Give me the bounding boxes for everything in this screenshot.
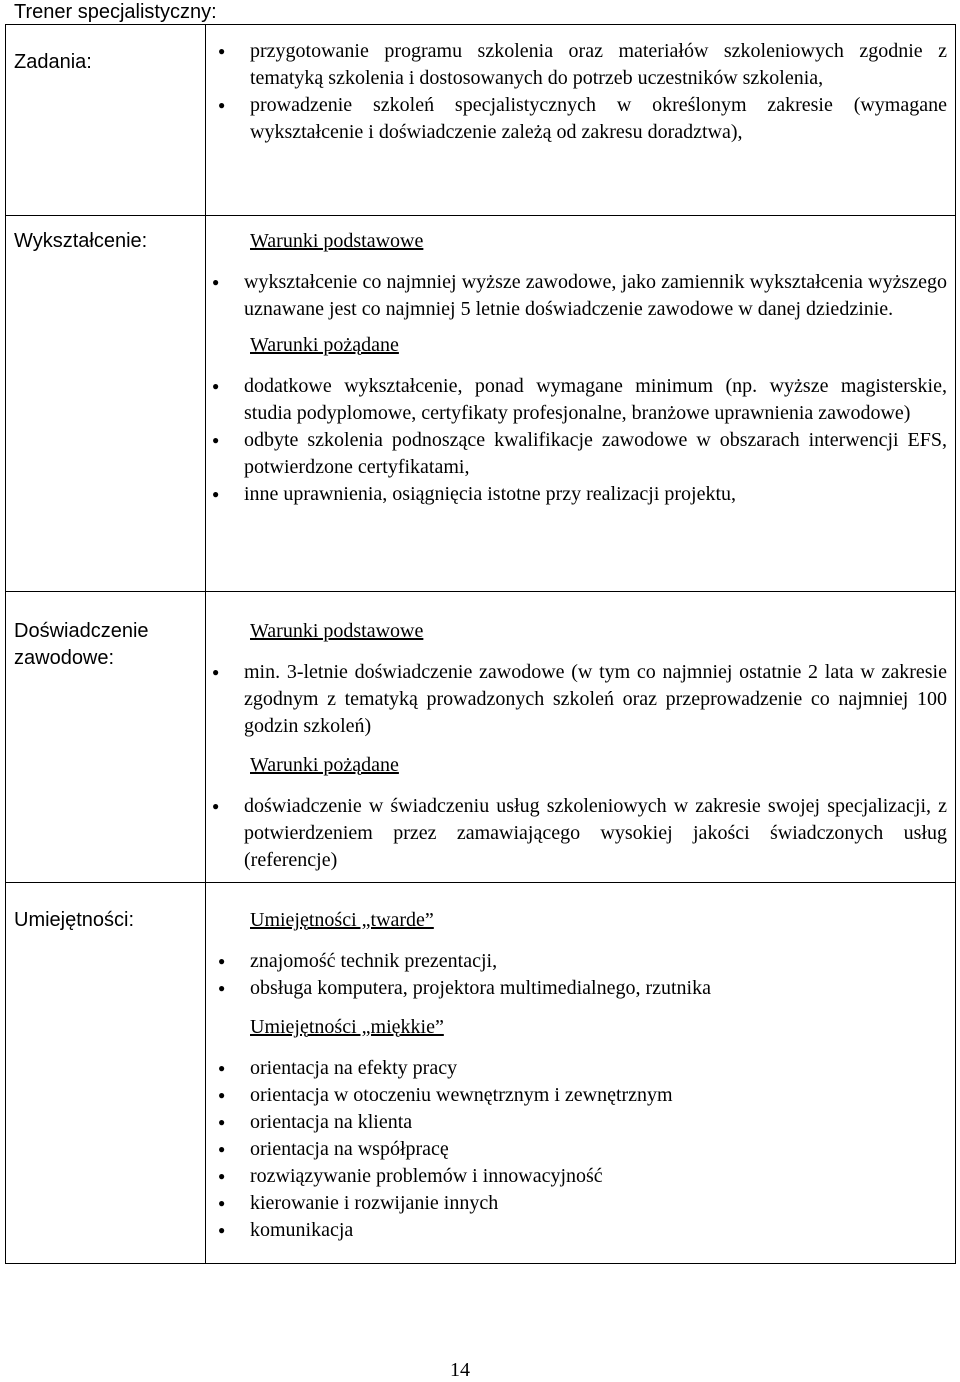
label-cell <box>6 883 206 1264</box>
list-item: ● min. 3-letnie doświadczenie zawodowe (w tym co najmniej ostatnie 2 lata w zakresie zgodnym z tematyką prowadzonych szkoleń oraz przeprowadzenie co najmniej 100 godzin szkoleń) <box>206 659 955 740</box>
list-item: ● doświadczenie w świadczeniu usług szkoleniowych w zakresie swojej specjalizacji, z potwierdzeniem przez zamawiającego wysokiej jakości świadczonych usług (referencje) <box>206 793 955 874</box>
soft-skills-list <box>206 1055 955 1244</box>
content-cell <box>206 883 956 1264</box>
heading-desired: Warunki pożądane <box>250 754 399 776</box>
desired-list <box>206 373 955 508</box>
hard-skills-list <box>206 948 955 1002</box>
row-label-doswiadczenie <box>6 592 205 672</box>
label-cell <box>6 592 206 883</box>
list-item: ● inne uprawnienia, osiągnięcia istotne przy realizacji projektu, <box>206 481 955 508</box>
label-line: zawodowe: <box>14 647 115 669</box>
list-item: ● orientacja na współpracę <box>206 1136 955 1163</box>
list-item: ● komunikacja <box>206 1217 955 1244</box>
heading-basic: Warunki podstawowe <box>250 230 424 252</box>
heading-hard-skills: Umiejętności „twarde” <box>250 909 434 931</box>
basic-list <box>206 269 955 323</box>
list-item: ● rozwiązywanie problemów i innowacyjność <box>206 1163 955 1190</box>
requirements-table <box>5 24 956 1264</box>
list-item: ● orientacja na klienta <box>206 1109 955 1136</box>
basic-list <box>206 659 955 740</box>
row-doswiadczenie <box>6 592 956 883</box>
content-cell <box>206 216 956 592</box>
list-item: ● orientacja w otoczeniu wewnętrznym i zewnętrznym <box>206 1082 955 1109</box>
list-item: ● znajomość technik prezentacji, <box>206 948 955 975</box>
label-cell <box>6 25 206 216</box>
heading-soft-skills: Umiejętności „miękkie” <box>250 1016 444 1038</box>
heading-basic: Warunki podstawowe <box>250 620 424 642</box>
label-line: Doświadczenie <box>14 620 149 642</box>
row-umiejetnosci <box>6 883 956 1264</box>
list-item: ● obsługa komputera, projektora multimedialnego, rzutnika <box>206 975 955 1002</box>
row-label-umiejetnosci: Umiejętności: <box>14 909 135 931</box>
list-item: ● wykształcenie co najmniej wyższe zawodowe, jako zamiennik wykształcenia wyższego uznawane jest co najmniej 5 letnie doświadczenie zawodowe w danej dziedzinie. <box>206 269 955 323</box>
label-cell <box>6 216 206 592</box>
content-cell <box>206 592 956 883</box>
list-item: ● kierowanie i rozwijanie innych <box>206 1190 955 1217</box>
list-item: ● prowadzenie szkoleń specjalistycznych w określonym zakresie (wymagane wykształcenie i doświadczenie zależą od zakresu doradztwa), <box>206 92 955 146</box>
list-item: ● orientacja na efekty pracy <box>206 1055 955 1082</box>
list-item: ● przygotowanie programu szkolenia oraz materiałów szkoleniowych zgodnie z tematyką szkolenia i dostosowanych do potrzeb uczestników szkolenia, <box>206 38 955 92</box>
zadania-list <box>206 38 955 146</box>
content-cell <box>206 25 956 216</box>
desired-list <box>206 793 955 874</box>
row-zadania <box>6 25 956 216</box>
section-title: Trener specjalistyczny: <box>14 1 217 23</box>
row-label-wyksztalcenie: Wykształcenie: <box>14 230 148 252</box>
list-item: ● dodatkowe wykształcenie, ponad wymagane minimum (np. wyższe magisterskie, studia podyplomowe, certyfikaty profesjonalne, branżowe uprawnienia zawodowe) <box>206 373 955 427</box>
row-label-zadania: Zadania: <box>14 51 92 73</box>
heading-desired: Warunki pożądane <box>250 334 399 356</box>
row-wyksztalcenie <box>6 216 956 592</box>
page-number: 14 <box>450 1359 470 1381</box>
list-item: ● odbyte szkolenia podnoszące kwalifikacje zawodowe w obszarach interwencji EFS, potwierdzone certyfikatami, <box>206 427 955 481</box>
